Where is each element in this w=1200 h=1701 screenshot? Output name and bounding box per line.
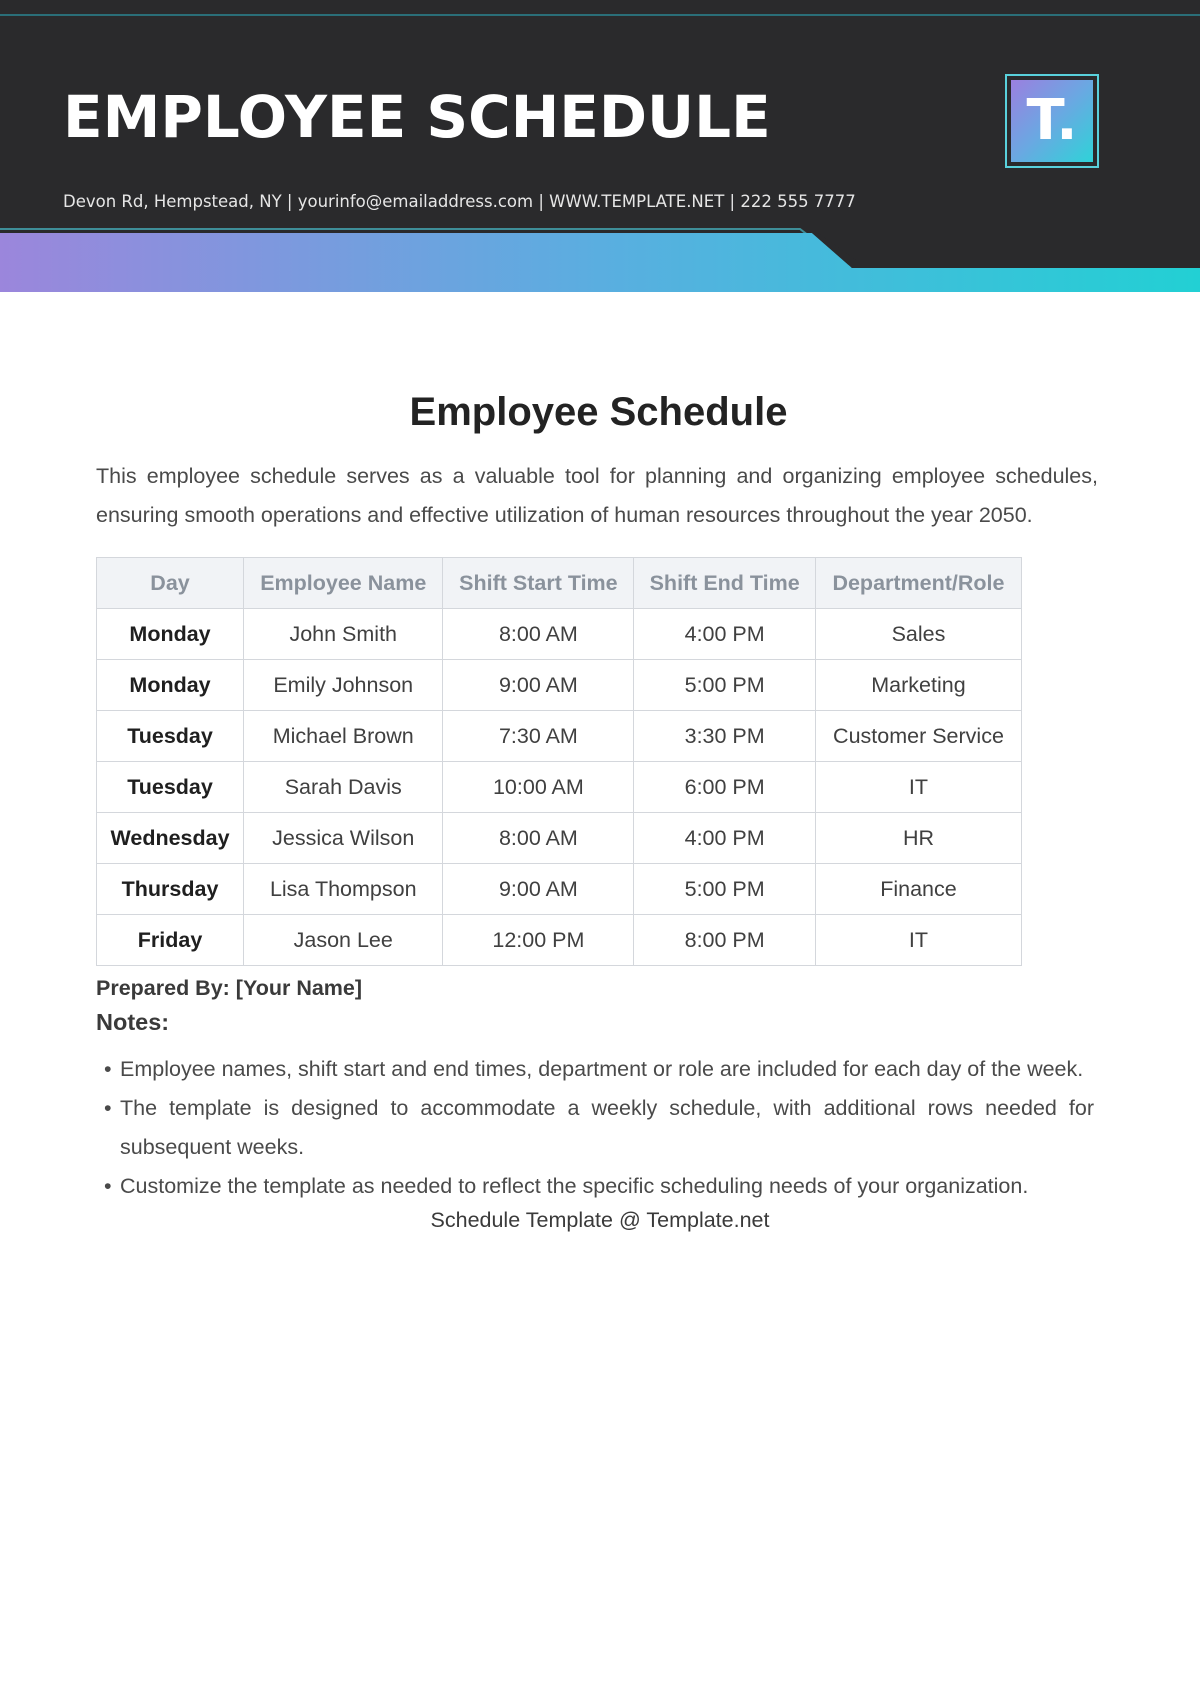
cell-shift-end: 3:30 PM <box>634 711 816 762</box>
cell-shift-start: 7:30 AM <box>443 711 634 762</box>
header-accent-band <box>0 220 1200 292</box>
cell-department: Sales <box>815 609 1021 660</box>
table-row <box>97 915 1022 966</box>
cell-department: Customer Service <box>815 711 1021 762</box>
cell-employee-name: John Smith <box>244 609 443 660</box>
table-row <box>97 864 1022 915</box>
column-header-day: Day <box>97 558 244 609</box>
cell-department: IT <box>815 762 1021 813</box>
table-row <box>97 762 1022 813</box>
cell-employee-name: Jessica Wilson <box>244 813 443 864</box>
header-top-line <box>0 14 1200 16</box>
bullet-icon: • <box>104 1057 112 1081</box>
bullet-icon: • <box>104 1096 112 1120</box>
cell-day: Monday <box>97 660 244 711</box>
schedule-table <box>96 557 1022 966</box>
cell-day: Thursday <box>97 864 244 915</box>
footer-credit: Schedule Template @ Template.net <box>430 1208 770 1232</box>
column-header-employee-name: Employee Name <box>244 558 443 609</box>
note-text: Employee names, shift start and end times, department or role are included for each day of the week. <box>120 1057 1084 1081</box>
intro-paragraph: This employee schedule serves as a valuable tool for planning and organizing employee schedules, ensuring smooth operations and effective utilization of human resources throughout the year 2050. <box>96 464 1098 527</box>
list-item <box>104 1050 1094 1089</box>
cell-shift-end: 5:00 PM <box>634 864 816 915</box>
note-text: Customize the template as needed to reflect the specific scheduling needs of your organization. <box>120 1174 1029 1198</box>
table-row <box>97 660 1022 711</box>
column-header-department: Department/Role <box>815 558 1021 609</box>
cell-shift-end: 4:00 PM <box>634 813 816 864</box>
cell-shift-end: 8:00 PM <box>634 915 816 966</box>
cell-department: Marketing <box>815 660 1021 711</box>
cell-department: Finance <box>815 864 1021 915</box>
cell-shift-end: 6:00 PM <box>634 762 816 813</box>
cell-shift-start: 8:00 AM <box>443 609 634 660</box>
table-row <box>97 711 1022 762</box>
header-contact-info: Devon Rd, Hempstead, NY | yourinfo@emailaddress.com | WWW.TEMPLATE.NET | 222 555 7777 <box>63 192 856 211</box>
note-text: The template is designed to accommodate a weekly schedule, with additional rows needed for subsequent weeks. <box>120 1096 1094 1159</box>
bullet-icon: • <box>104 1174 112 1198</box>
cell-day: Monday <box>97 609 244 660</box>
cell-shift-start: 10:00 AM <box>443 762 634 813</box>
table-header-row <box>97 558 1022 609</box>
cell-shift-start: 9:00 AM <box>443 864 634 915</box>
cell-employee-name: Michael Brown <box>244 711 443 762</box>
cell-day: Tuesday <box>97 762 244 813</box>
notes-list <box>96 1050 1094 1206</box>
cell-shift-start: 12:00 PM <box>443 915 634 966</box>
cell-employee-name: Jason Lee <box>244 915 443 966</box>
list-item <box>104 1089 1094 1167</box>
cell-day: Wednesday <box>97 813 244 864</box>
header-title: EMPLOYEE SCHEDULE <box>63 83 771 151</box>
table-row <box>97 813 1022 864</box>
column-header-shift-start: Shift Start Time <box>443 558 634 609</box>
logo-text: T. <box>1011 80 1093 162</box>
cell-shift-end: 5:00 PM <box>634 660 816 711</box>
table-row <box>97 609 1022 660</box>
document-title: Employee Schedule <box>409 390 788 434</box>
cell-department: HR <box>815 813 1021 864</box>
cell-shift-start: 9:00 AM <box>443 660 634 711</box>
cell-day: Tuesday <box>97 711 244 762</box>
cell-shift-end: 4:00 PM <box>634 609 816 660</box>
template-logo <box>1005 74 1099 168</box>
column-header-shift-end: Shift End Time <box>634 558 816 609</box>
document-body <box>96 390 1098 1233</box>
cell-day: Friday <box>97 915 244 966</box>
list-item <box>104 1167 1094 1206</box>
cell-employee-name: Lisa Thompson <box>244 864 443 915</box>
notes-heading: Notes: <box>96 1009 170 1035</box>
header-banner <box>0 0 1200 292</box>
cell-shift-start: 8:00 AM <box>443 813 634 864</box>
cell-employee-name: Sarah Davis <box>244 762 443 813</box>
prepared-by: Prepared By: [Your Name] <box>96 976 363 1000</box>
cell-employee-name: Emily Johnson <box>244 660 443 711</box>
cell-department: IT <box>815 915 1021 966</box>
